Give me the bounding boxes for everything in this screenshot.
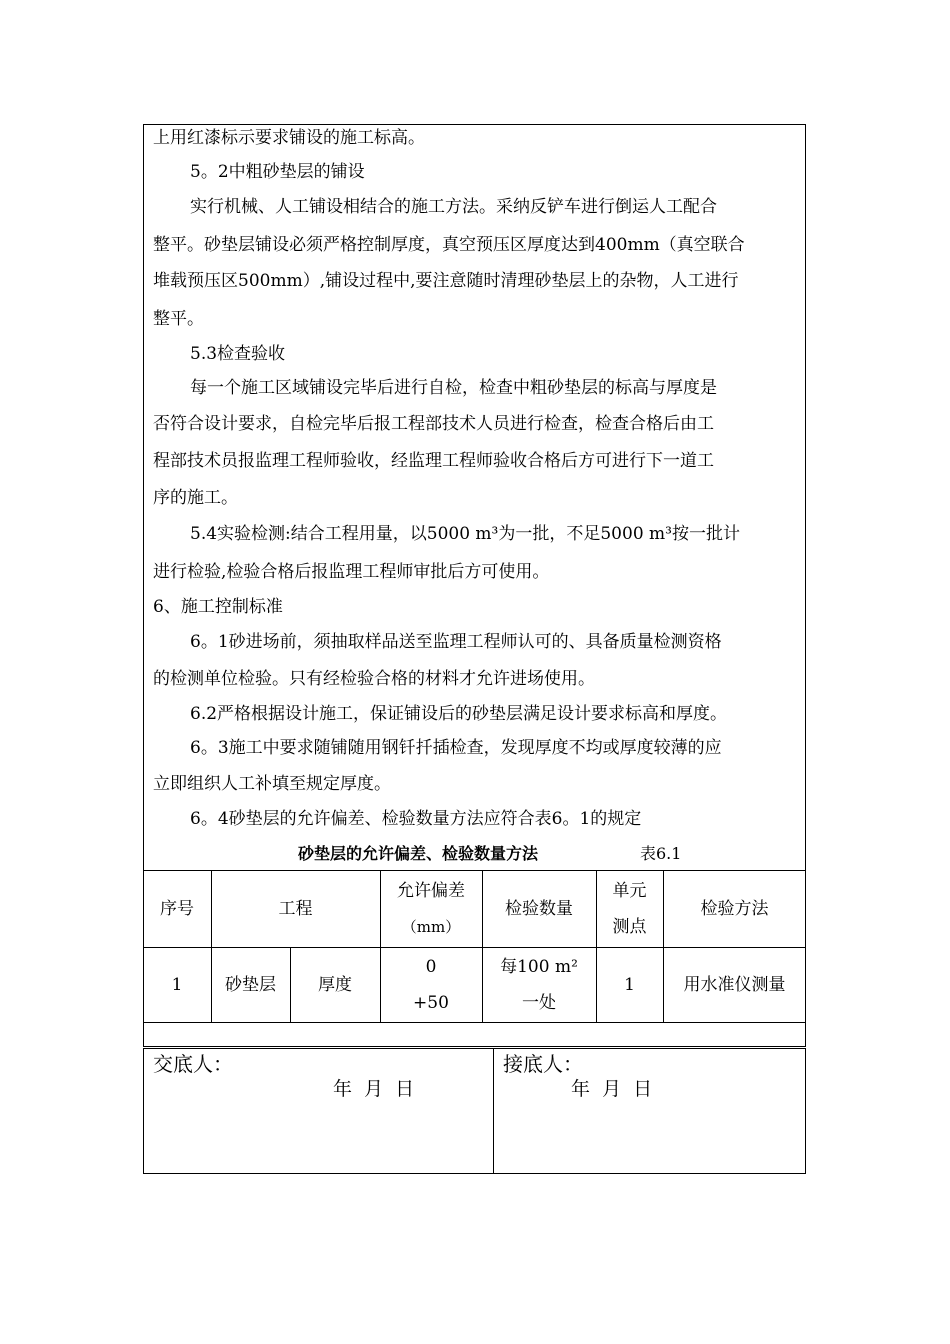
handover-giver-label: 交底人：	[153, 1052, 233, 1076]
section-heading: 5.3检查验收	[190, 344, 286, 364]
section-heading: 6、施工控制标准	[153, 597, 283, 617]
header-method: 检验方法	[700, 899, 769, 919]
handover-receiver-label: 接底人：	[503, 1052, 583, 1076]
paragraph-line: 实行机械、人工铺设相结合的施工方法。采纳反铲车进行倒运人工配合	[190, 197, 717, 217]
signoff-divider	[493, 1048, 494, 1174]
paragraph-line: 6。1砂进场前，须抽取样品送至监理工程师认可的、具备质量检测资格	[190, 632, 722, 652]
header-quantity: 检验数量	[505, 899, 573, 919]
paragraph-line: 进行检验,检验合格后报监理工程师审批后方可使用。	[153, 562, 550, 582]
paragraph-line: 整平。	[153, 309, 204, 329]
cell-method: 用水准仪测量	[683, 975, 786, 995]
header-unit-points: 单元 测点	[612, 881, 647, 937]
header-seq: 序号	[160, 899, 194, 919]
handover-receiver-date: 年 月 日	[571, 1078, 653, 1100]
paragraph-line: 上用红漆标示要求铺设的施工标高。	[153, 128, 425, 148]
cell-seq: 1	[171, 975, 183, 995]
handover-giver-date: 年 月 日	[333, 1078, 415, 1100]
paragraph-line: 5.4实验检测:结合工程用量，以5000 m³为一批，不足5000 m³按一批计	[190, 524, 740, 544]
table-row-divider	[143, 1022, 806, 1023]
signoff-frame	[143, 1048, 806, 1174]
cell-unit-points: 1	[624, 975, 635, 995]
paragraph-line: 程部技术员报监理工程师验收，经监理工程师验收合格后方可进行下一道工	[153, 451, 714, 471]
paragraph-line: 立即组织人工补填至规定厚度。	[153, 774, 391, 794]
cell-item: 砂垫层	[225, 975, 276, 995]
paragraph-line: 6。3施工中要求随铺随用钢钎扦插检查，发现厚度不均或厚度较薄的应	[190, 738, 722, 758]
paragraph-line: 整平。砂垫层铺设必须严格控制厚度，真空预压区厚度达到400mm（真空联合	[153, 235, 745, 255]
section-heading: 5。2中粗砂垫层的铺设	[190, 162, 365, 182]
header-tolerance: 允许偏差 （mm）	[397, 881, 465, 936]
cell-tolerance: 0 +50	[413, 957, 449, 1013]
paragraph-line: 6.2严格根据设计施工，保证铺设后的砂垫层满足设计要求标高和厚度。	[190, 704, 728, 724]
cell-quantity: 每100 m² 一处	[500, 957, 578, 1013]
header-item: 工程	[278, 899, 313, 919]
paragraph-line: 序的施工。	[153, 488, 238, 508]
paragraph-line: 6。4砂垫层的允许偏差、检验数量方法应符合表6。1的规定	[190, 809, 642, 829]
paragraph-line: 否符合设计要求，自检完毕后报工程部技术人员进行检查，检查合格后由工	[153, 414, 714, 434]
table-number: 表6.1	[640, 844, 682, 863]
table-caption: 砂垫层的允许偏差、检验数量方法	[298, 844, 539, 863]
paragraph-line: 堆载预压区500mm）,铺设过程中,要注意随时清理砂垫层上的杂物，人工进行	[153, 271, 739, 291]
paragraph-line: 的检测单位检验。只有经检验合格的材料才允许进场使用。	[153, 669, 595, 689]
paragraph-line: 每一个施工区域铺设完毕后进行自检，检查中粗砂垫层的标高与厚度是	[190, 378, 717, 398]
cell-sub-item: 厚度	[318, 975, 352, 995]
